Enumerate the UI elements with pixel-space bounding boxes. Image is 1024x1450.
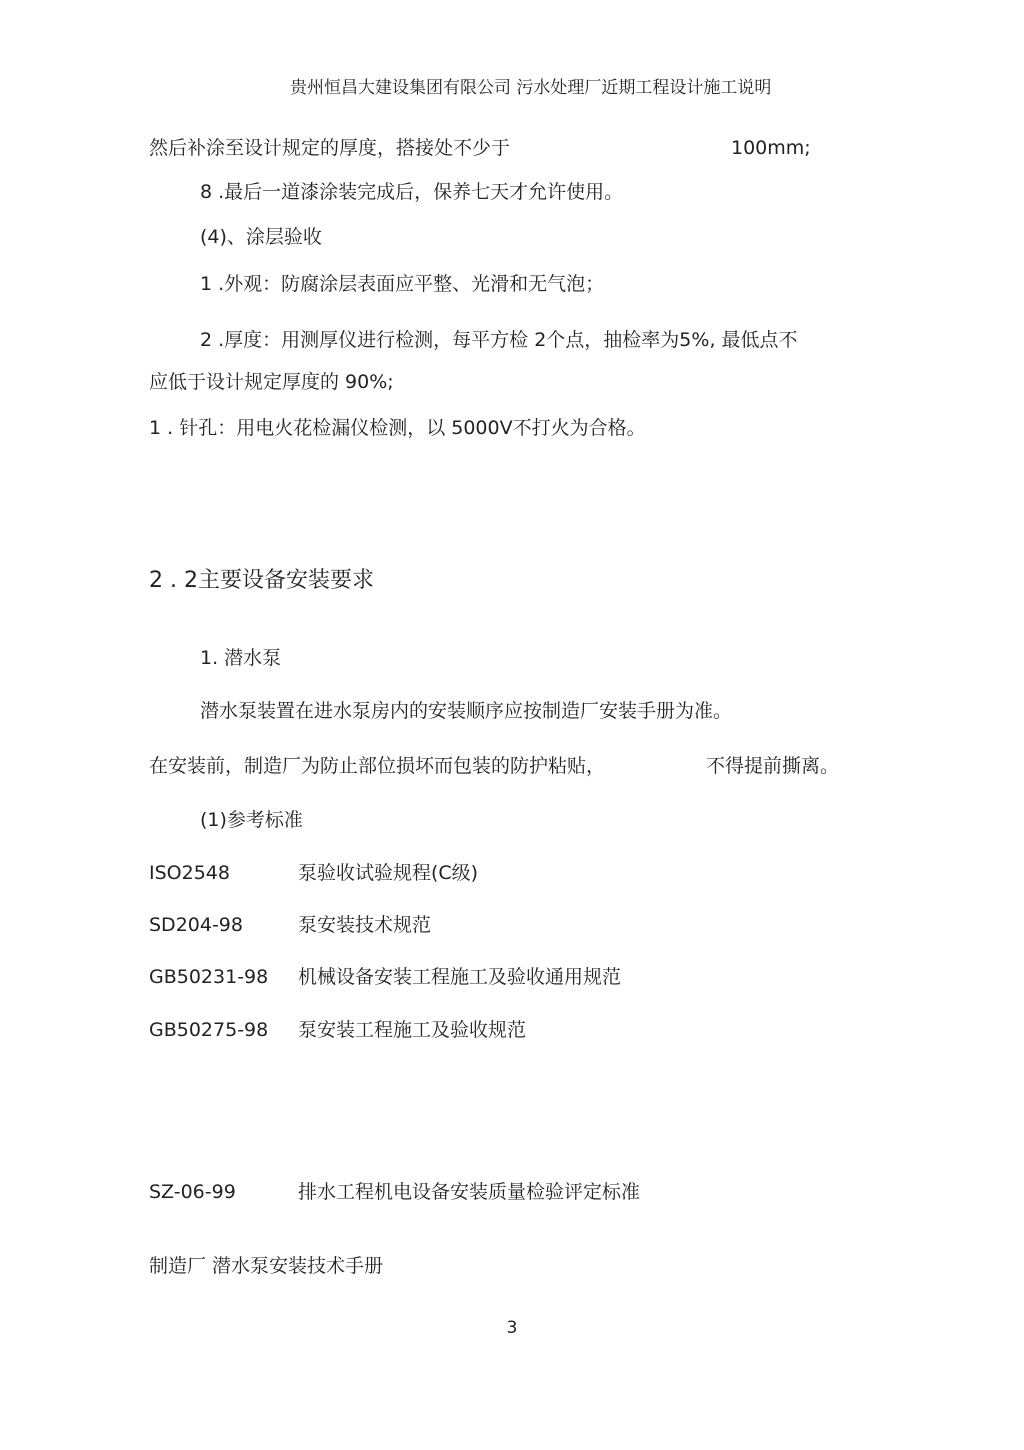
standard-description: 泵安装工程施工及验收规范: [298, 1019, 527, 1041]
pump-paragraph-2-end: 不得提前撕离。: [706, 755, 840, 777]
standard-code: SZ-06-99: [149, 1181, 236, 1203]
body-line-thickness: 2 .厚度：用测厚仪进行检测，每平方检 2个点，抽检率为5%, 最低点不: [200, 329, 798, 351]
reference-standards-heading: (1)参考标准: [200, 809, 303, 831]
standard-code: ISO2548: [149, 862, 230, 884]
body-line-pinhole: 1 . 针孔：用电火花检漏仪检测，以 5000V不打火为合格。: [149, 417, 646, 439]
standard-code: GB50275-98: [149, 1019, 269, 1041]
standard-code: SD204-98: [149, 914, 243, 936]
body-line-2: 8 .最后一道漆涂装完成后，保养七天才允许使用。: [200, 181, 624, 203]
body-line-thickness-cont: 应低于设计规定厚度的 90%;: [149, 371, 394, 393]
standard-description: 泵验收试验规程(C级): [298, 862, 479, 884]
body-line-1-value: 100mm;: [731, 137, 811, 159]
pump-paragraph-1: 潜水泵装置在进水泵房内的安装顺序应按制造厂安装手册为准。: [200, 700, 733, 722]
body-line-appearance: 1 .外观：防腐涂层表面应平整、光滑和无气泡；: [200, 273, 605, 295]
pump-paragraph-2: 在安装前，制造厂为防止部位损坏而包装的防护粘贴，: [149, 755, 606, 777]
section-title: 2 . 2主要设备安装要求: [149, 568, 374, 593]
coating-inspection-heading: (4)、涂层验收: [200, 226, 322, 248]
standard-description: 机械设备安装工程施工及验收通用规范: [298, 966, 622, 988]
page-header: 贵州恒昌大建设集团有限公司 污水处理厂近期工程设计施工说明: [290, 78, 772, 98]
manufacturer-manual-line: 制造厂 潜水泵安装技术手册: [149, 1255, 384, 1277]
body-line-1: 然后补涂至设计规定的厚度，搭接处不少于: [149, 137, 511, 159]
page-number: 3: [506, 1318, 518, 1338]
standard-description: 排水工程机电设备安装质量检验评定标准: [298, 1181, 641, 1203]
pump-heading: 1. 潜水泵: [200, 647, 282, 669]
standard-description: 泵安装技术规范: [298, 914, 432, 936]
standard-code: GB50231-98: [149, 966, 269, 988]
